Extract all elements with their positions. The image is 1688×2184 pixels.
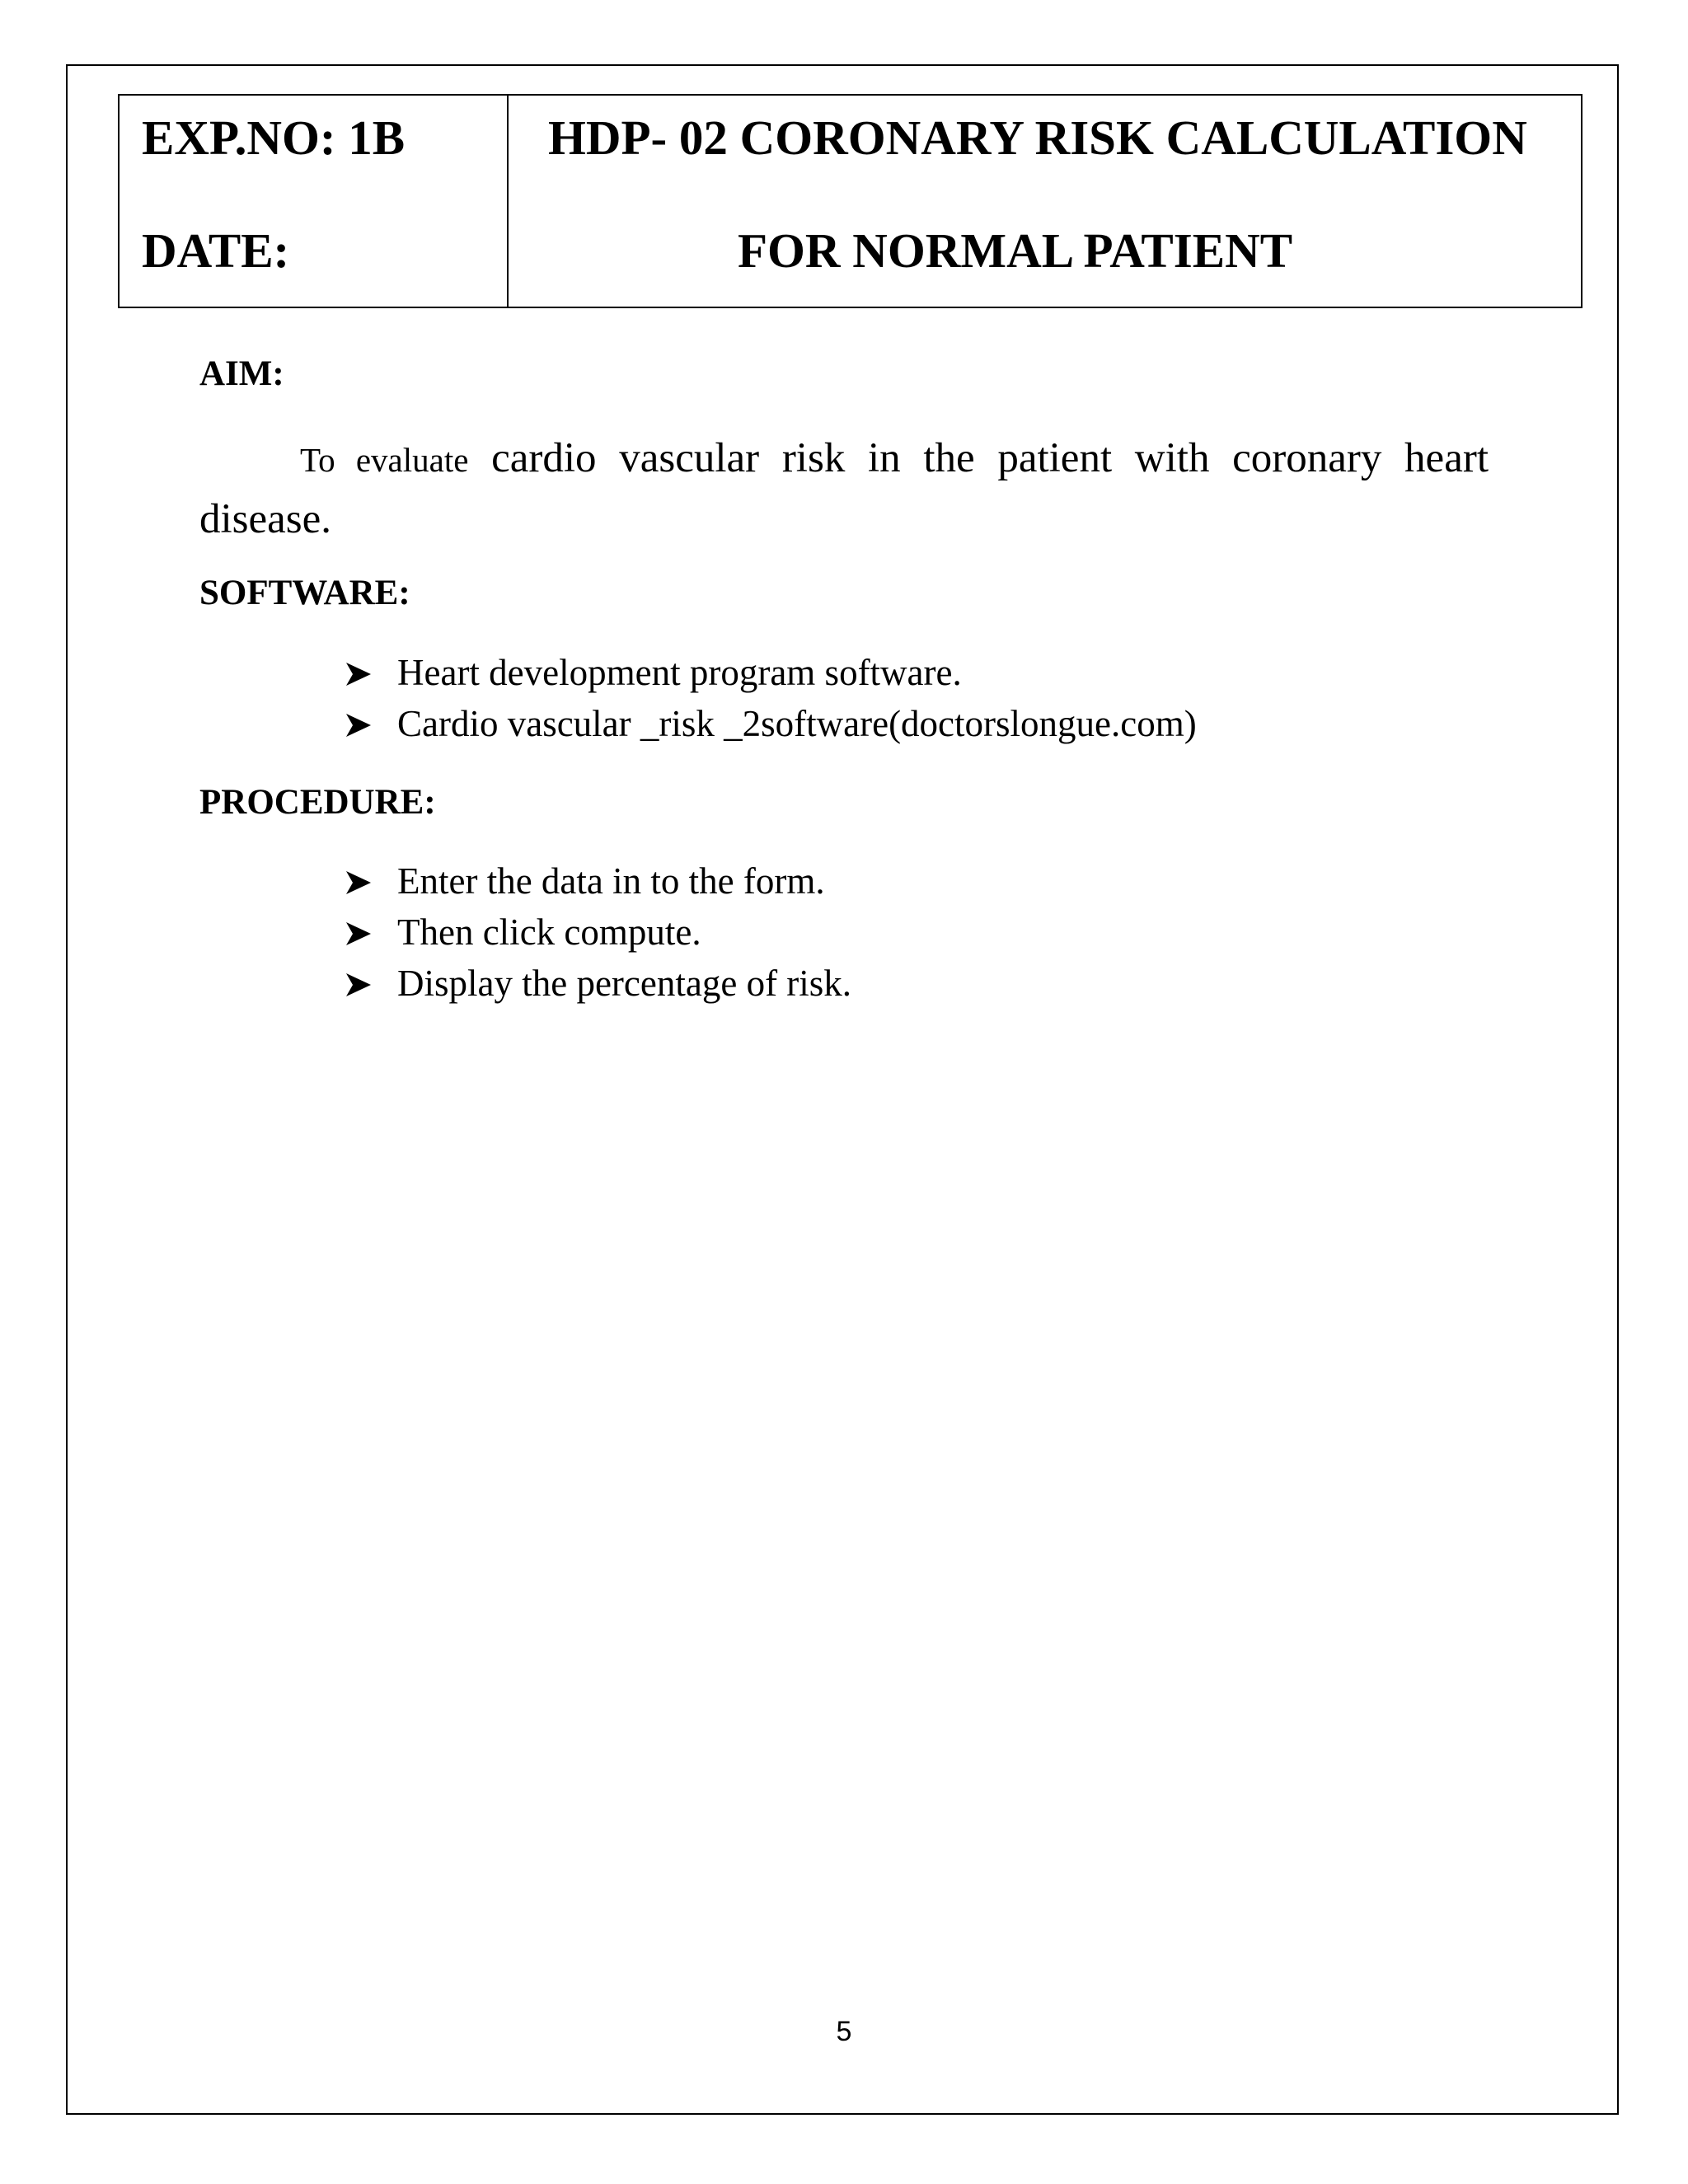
arrowhead-bullet-icon xyxy=(346,871,371,894)
software-list xyxy=(346,647,1197,749)
software-item-text: Cardio vascular _risk _2software(doctorslongue.com) xyxy=(397,703,1197,744)
list-item xyxy=(346,907,851,958)
arrowhead-bullet-icon xyxy=(346,973,371,996)
header-table xyxy=(118,94,1582,308)
aim-line-2: disease. xyxy=(199,496,332,542)
arrowhead-bullet-icon xyxy=(346,714,371,737)
aim-line-1 xyxy=(199,429,1489,490)
aim-paragraph xyxy=(199,429,1489,549)
experiment-number: EXP.NO: 1B xyxy=(142,110,406,165)
document-title-line1: HDP- 02 CORONARY RISK CALCULATION xyxy=(548,110,1527,165)
page-number: 5 xyxy=(836,2016,852,2047)
date-label: DATE: xyxy=(142,223,290,278)
procedure-step-text: Then click compute. xyxy=(397,912,701,953)
procedure-step-text: Display the percentage of risk. xyxy=(397,963,852,1004)
list-item xyxy=(346,958,851,1009)
arrowhead-bullet-icon xyxy=(346,663,371,686)
header-divider xyxy=(507,96,509,307)
list-item xyxy=(346,647,1197,698)
aim-lead-text: To evaluate xyxy=(300,441,469,479)
arrowhead-bullet-icon xyxy=(346,922,371,945)
document-title-line2: FOR NORMAL PATIENT xyxy=(738,223,1293,278)
software-heading: SOFTWARE: xyxy=(199,574,410,612)
list-item xyxy=(346,698,1197,749)
page-border xyxy=(66,64,1619,2115)
aim-heading: AIM: xyxy=(199,354,284,393)
procedure-heading: PROCEDURE: xyxy=(199,783,436,822)
software-item-text: Heart development program software. xyxy=(397,652,962,693)
procedure-list xyxy=(346,855,851,1009)
aim-line-1-text: cardio vascular risk in the patient with coronary heart xyxy=(491,435,1489,481)
procedure-step-text: Enter the data in to the form. xyxy=(397,860,825,902)
list-item xyxy=(346,855,851,907)
